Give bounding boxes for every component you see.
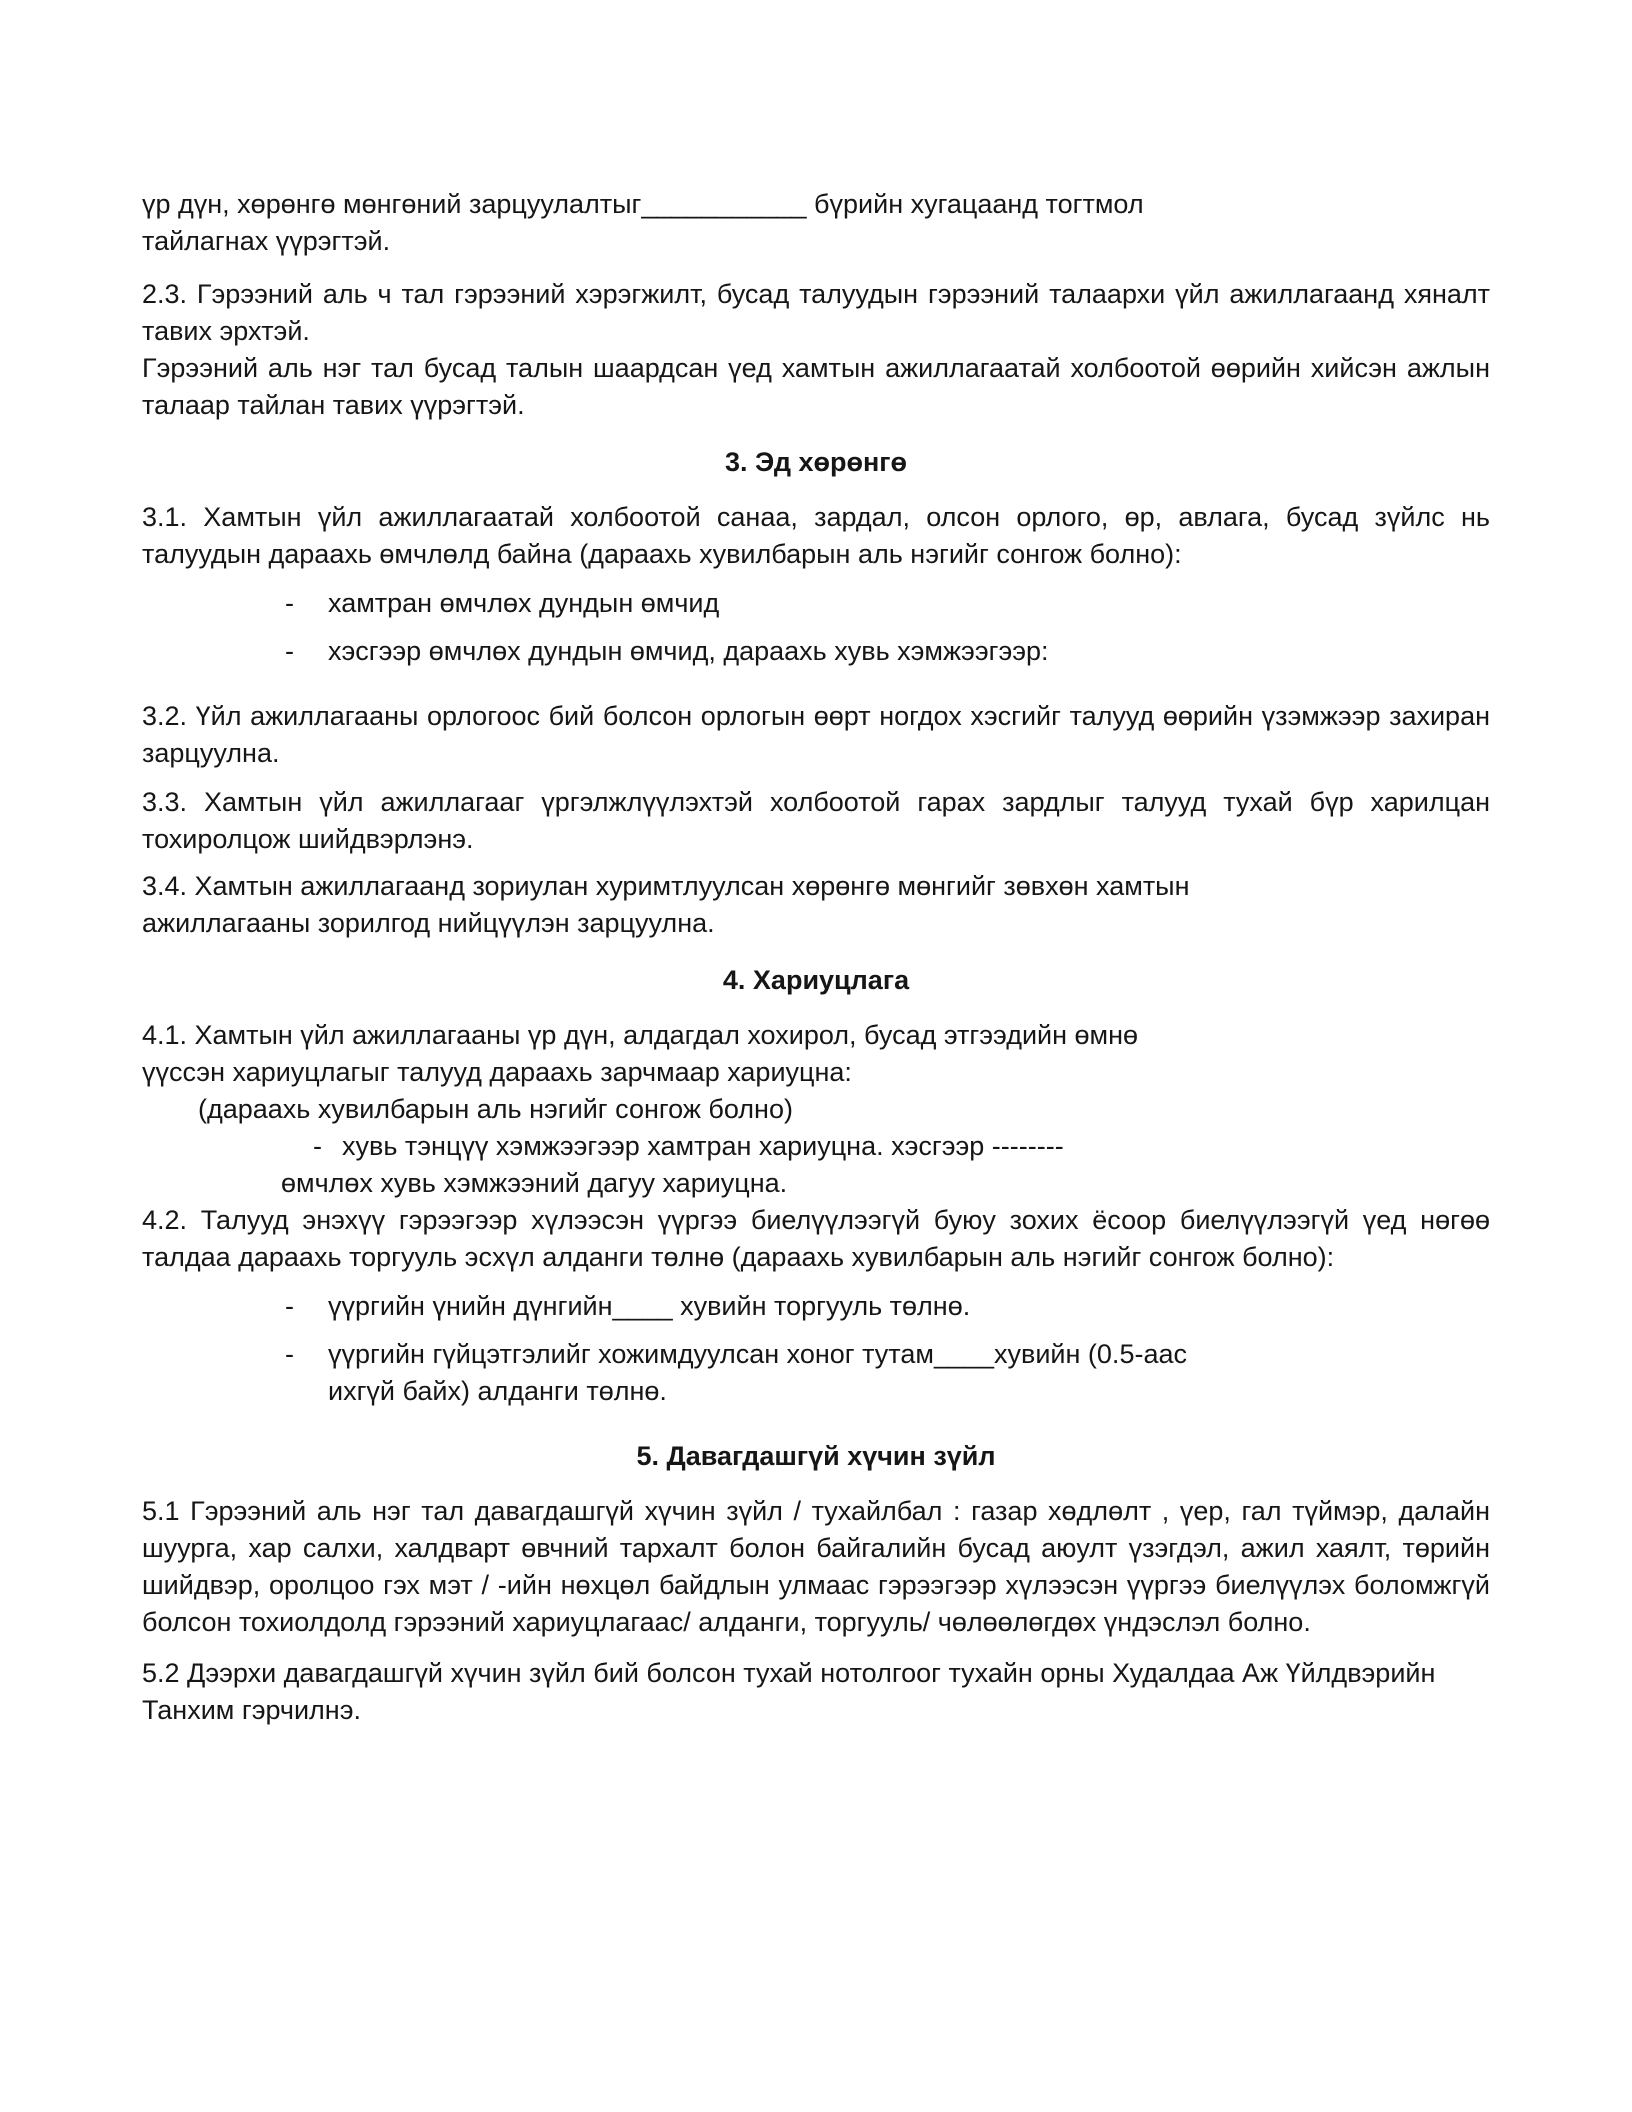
clause-4-1-option-text: хувь тэнцүү хэмжээгээр хамтран хариуцна. хэсгээр --------	[342, 1131, 1064, 1161]
clause-4-1	[142, 1017, 1490, 1202]
list-item-joint-ownership	[285, 585, 1490, 622]
clause-3-4	[142, 868, 1490, 942]
list-item-text: хэсгээр өмчлөх дундын өмчид, дараахь хувь хэмжээгээр:	[328, 636, 1049, 666]
penalty-options-list	[142, 1288, 1490, 1410]
clause-4-1-option	[142, 1128, 1490, 1165]
clause-3-4-line-1: 3.4. Хамтын ажиллагаанд зориулан хуримтлуулсан хөрөнгө мөнгийг зөвхөн хамтын	[142, 871, 1190, 901]
intro-line-2: тайлагнах үүрэгтэй.	[142, 226, 391, 256]
clause-2-3-addendum: Гэрээний аль нэг тал бусад талын шаардсан үед хамтын ажиллагаатай холбоотой өөрийн хийсэн ажлын талаар тайлан тавих үүрэгтэй.	[142, 353, 1490, 420]
dash-marker: -	[313, 1131, 322, 1161]
clause-4-2: 4.2. Талууд энэхүү гэрээгээр хүлээсэн үүргээ биелүүлээгүй буюу зохих ёсоор биелүүлээгүй үед нөгөө талдаа дараахь торгууль эсхүл алданги төлнө (дараахь хувилбарын аль нэгийг сонгож болно):	[142, 1205, 1490, 1272]
section-4-heading: 4. Хариуцлага	[722, 965, 910, 995]
dash-marker: -	[285, 636, 294, 666]
clause-3-3: 3.3. Хамтын үйл ажиллагааг үргэлжлүүлэхтэй холбоотой гарах зардлыг талууд тухай бүр харилцан тохиролцож шийдвэрлэнэ.	[142, 787, 1490, 854]
clause-3-1: 3.1. Хамтын үйл ажиллагаатай холбоотой санаа, зардал, олсон орлого, өр, авлага, бусад зүйлс нь талуудын дараахь өмчлөлд байна (дараахь хувилбарын аль нэгийг сонгож болно):	[142, 502, 1490, 569]
dash-marker: -	[285, 1291, 294, 1321]
clause-4-1-line-1: 4.1. Хамтын үйл ажиллагааны үр дүн, алдагдал хохирол, бусад этгээдийн өмнө	[142, 1020, 1139, 1050]
ownership-options-list	[142, 585, 1490, 670]
clause-5-2: 5.2 Дээрхи давагдашгүй хүчин зүйл бий болсон тухай нотолгоог тухайн орны Худалдаа Аж Үйлдвэрийн Танхим гэрчилнэ.	[142, 1658, 1436, 1725]
list-item-text	[328, 1288, 1490, 1325]
list-item-fine	[285, 1288, 1490, 1325]
clause-3-4-line-2: ажиллагааны зорилгод нийцүүлэн зарцуулна.	[142, 908, 715, 938]
fine-line-1: үүргийн үнийн дүнгийн____ хувийн торгууль төлнө.	[328, 1291, 971, 1321]
clause-5-1: 5.1 Гэрээний аль нэг тал давагдашгүй хүчин зүйл / тухайлбал : газар хөдлөлт , үер, гал түймэр, далайн шуурга, хар салхи, халдварт өвчний тархалт болон байгалийн бусад аюулт үзэгдэл, ажил хаялт, төрийн шийдвэр, оролцоо гэх мэт / -ийн нөхцөл байдлын улмаас гэрээгээр хүлээсэн үүргээ биелүүлэх боломжгүй болсон тохиолдолд гэрээний хариуцлагаас/ алданги, торгууль/ чөлөөлөгдөх үндэслэл болно.	[142, 1496, 1490, 1637]
clause-3-2: 3.2. Үйл ажиллагааны орлогоос бий болсон орлогын өөрт ногдох хэсгийг талууд өөрийн үзэмжээр захиран зарцуулна.	[142, 701, 1490, 768]
section-3-heading: 3. Эд хөрөнгө	[724, 447, 908, 477]
list-item-text: хамтран өмчлөх дундын өмчид	[328, 588, 720, 618]
list-item-text	[328, 1336, 1490, 1410]
clause-2-3: 2.3. Гэрээний аль ч тал гэрээний хэрэгжилт, бусад талуудын гэрээний талаархи үйл ажиллагаанд хяналт тавих эрхтэй.	[142, 279, 1490, 346]
list-item-late-penalty	[285, 1336, 1490, 1410]
section-5-heading: 5. Давагдашгүй хүчин зүйл	[636, 1441, 996, 1471]
late-penalty-line-1: үүргийн гүйцэтгэлийг хожимдуулсан хоног тутам____хувийн (0.5-аас	[328, 1339, 1187, 1369]
clause-4-1-note: (дараахь хувилбарын аль нэгийг сонгож болно)	[198, 1094, 793, 1124]
dash-marker: -	[285, 588, 294, 618]
clause-4-1-option-continued: өмчлөх хувь хэмжээний дагуу хариуцна.	[281, 1168, 788, 1198]
late-penalty-line-2: ихгүй байх) алданги төлнө.	[328, 1376, 667, 1406]
list-item-shared-ownership	[285, 633, 1490, 670]
intro-line-1: үр дүн, хөрөнгө мөнгөний зарцуулалтыг___________ бүрийн хугацаанд тогтмол	[142, 189, 1144, 219]
intro-paragraph	[142, 186, 1490, 260]
dash-marker: -	[285, 1339, 294, 1369]
clause-4-1-line-2: үүссэн хариуцлагыг талууд дараахь зарчмаар хариуцна:	[142, 1057, 852, 1087]
